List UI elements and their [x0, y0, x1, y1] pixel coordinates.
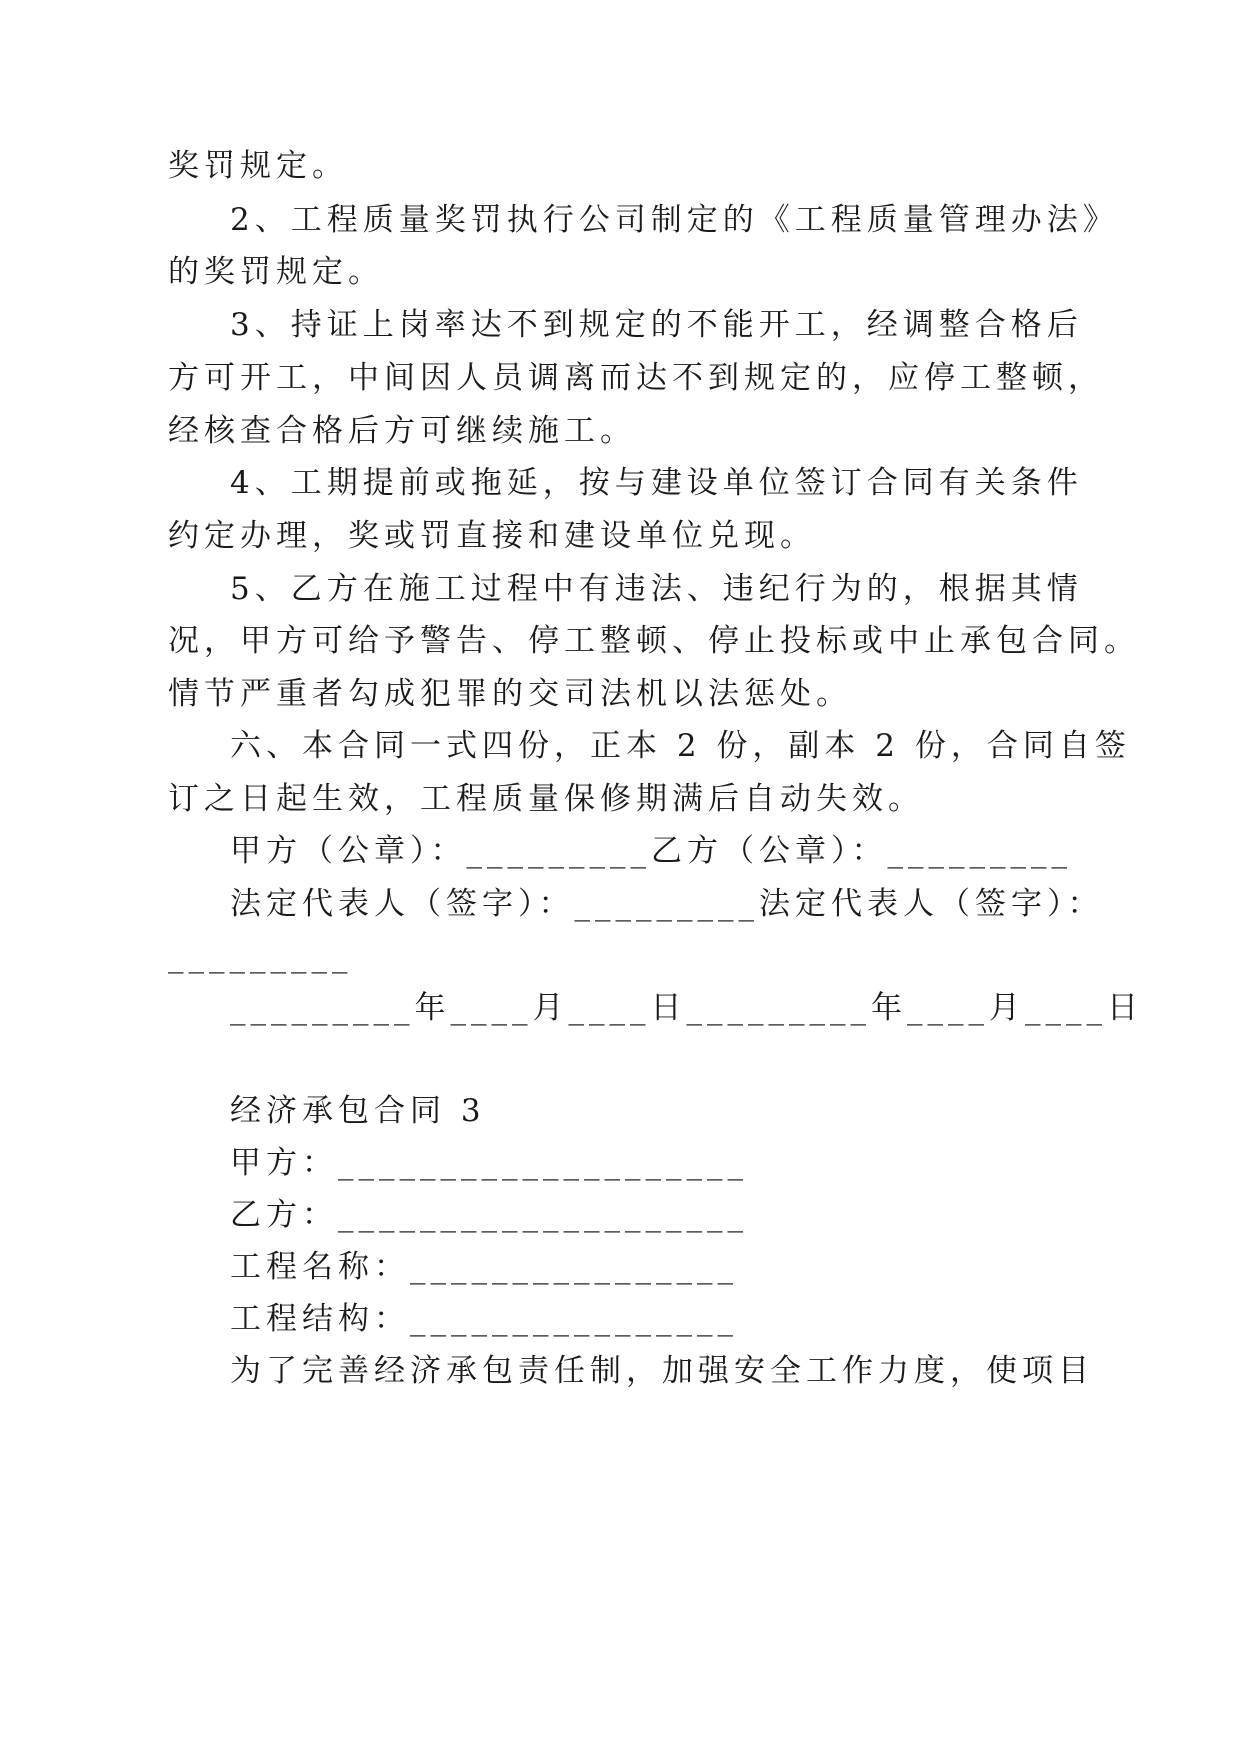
text-line: 方可开工，中间因人员调离而达不到规定的，应停工整顿，: [168, 360, 1104, 396]
text-line: 奖罚规定。: [168, 148, 348, 184]
text-line: 订之日起生效，工程质量保修期满后自动失效。: [168, 781, 924, 817]
text-line: 情节严重者勾成犯罪的交司法机以法惩处。: [168, 676, 852, 712]
text-line: 3、持证上岗率达不到规定的不能开工，经调整合格后: [230, 307, 1083, 343]
party-a-field: 甲方：____________________: [230, 1145, 748, 1181]
signature-line-seal: 甲方（公章）：_________乙方（公章）：_________: [230, 833, 1072, 869]
contract-title: 经济承包合同 3: [230, 1093, 486, 1129]
text-line: 为了完善经济承包责任制，加强安全工作力度，使项目: [230, 1353, 1094, 1389]
project-name-field: 工程名称：________________: [230, 1249, 738, 1285]
text-line: 约定办理，奖或罚直接和建设单位兑现。: [168, 518, 816, 554]
text-line: 4、工期提前或拖延，按与建设单位签订合同有关条件: [230, 465, 1083, 501]
text-line: 2、工程质量奖罚执行公司制定的《工程质量管理办法》: [230, 202, 1119, 238]
text-line: 5、乙方在施工过程中有违法、违纪行为的，根据其情: [230, 571, 1083, 607]
party-b-field: 乙方：____________________: [230, 1197, 748, 1233]
text-line: 六、本合同一式四份，正本 2 份，副本 2 份，合同自签: [230, 728, 1131, 764]
text-line: 的奖罚规定。: [168, 254, 384, 290]
text-line: 况，甲方可给予警告、停工整顿、停止投标或中止承包合同。: [168, 623, 1140, 659]
signature-blank: _________: [168, 938, 353, 974]
date-line: _________年____月____日_________年____月____日: [230, 990, 1143, 1026]
signature-line-representative: 法定代表人（签字）：_________法定代表人（签字）：: [230, 886, 1104, 922]
text-line: 经核查合格后方可继续施工。: [168, 413, 636, 449]
project-structure-field: 工程结构：________________: [230, 1301, 738, 1337]
